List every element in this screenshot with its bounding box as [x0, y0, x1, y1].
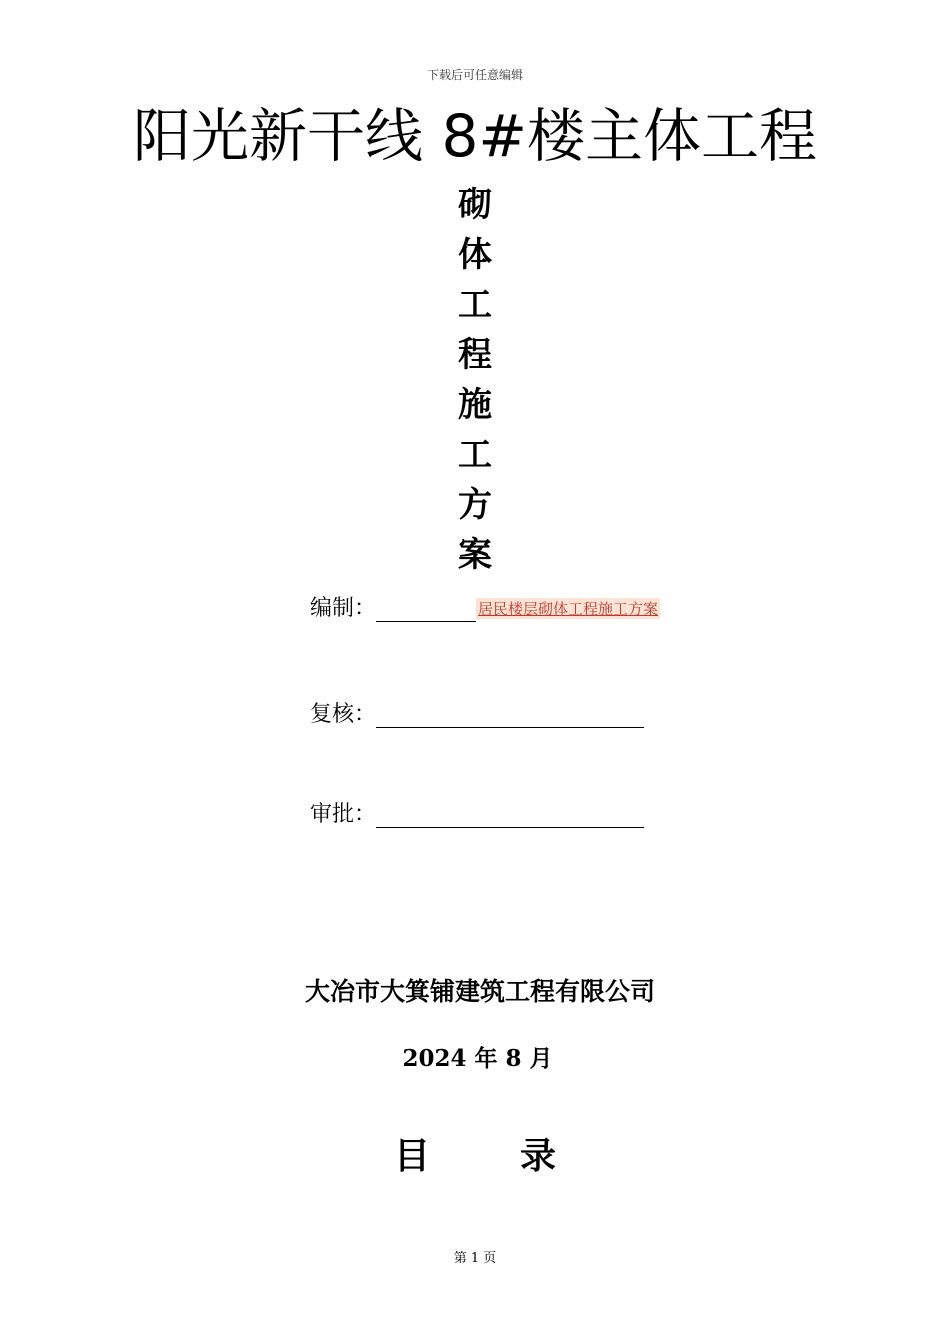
- subtitle-char: 程: [458, 335, 492, 375]
- subtitle-char: 施: [458, 385, 492, 425]
- subtitle-char: 砌: [458, 185, 492, 225]
- compiler-value[interactable]: 居民楼层砌体工程施工方案: [478, 600, 659, 618]
- header-note: 下载后可任意编辑: [426, 68, 523, 82]
- approver-label: 审批：: [310, 802, 377, 827]
- company-name: 大冶市大箕铺建筑工程有限公司: [304, 977, 655, 1006]
- compiler-label: 编制：: [310, 596, 377, 621]
- vertical-subtitle: [445, 180, 505, 580]
- document-date: 2024 年 8 月: [402, 1045, 553, 1072]
- subtitle-char: 案: [458, 535, 492, 575]
- document-title: 阳光新干线 8#楼主体工程: [133, 102, 817, 170]
- toc-heading-char: 目: [393, 1136, 430, 1177]
- toc-heading: [0, 1128, 950, 1179]
- subtitle-char: 体: [458, 235, 492, 275]
- reviewer-label: 复核：: [310, 702, 377, 727]
- subtitle-char: 工: [458, 435, 492, 475]
- toc-heading-char: 录: [520, 1136, 557, 1177]
- reviewer-row: [310, 698, 644, 728]
- approver-underline: [376, 803, 644, 828]
- compiler-row: [310, 592, 660, 622]
- compiler-underline: [376, 597, 476, 622]
- approver-row: [310, 798, 644, 828]
- reviewer-underline: [376, 703, 644, 728]
- page-number: 第 1 页: [453, 1251, 497, 1266]
- subtitle-char: 方: [458, 485, 492, 525]
- subtitle-char: 工: [458, 285, 492, 325]
